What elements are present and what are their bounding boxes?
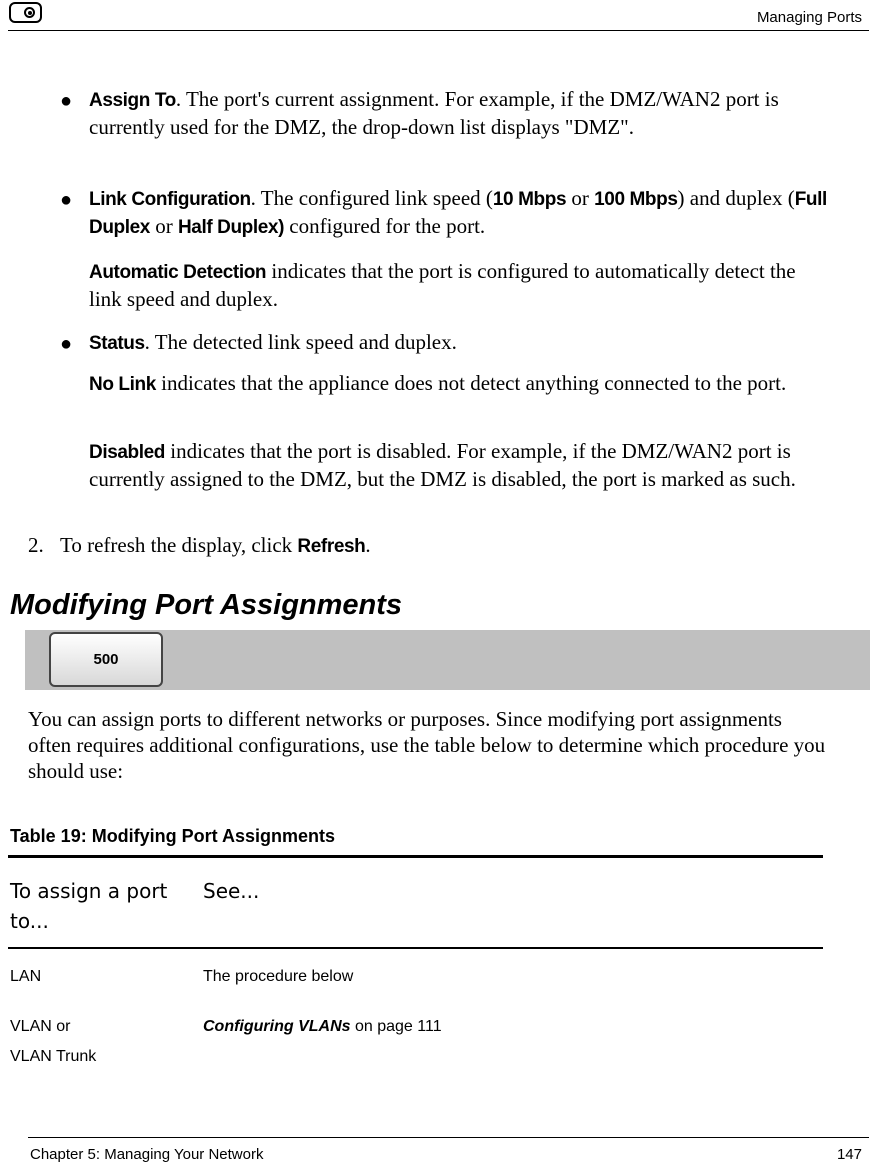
table-top-rule bbox=[8, 855, 823, 858]
table-cell-port: VLAN or bbox=[10, 1018, 71, 1035]
footer-chapter: Chapter 5: Managing Your Network bbox=[30, 1146, 264, 1163]
table-header-see: See... bbox=[203, 879, 260, 903]
text-fragment: . The detected link speed and duplex. bbox=[144, 330, 457, 354]
text-fragment: on page 111 bbox=[350, 1018, 442, 1035]
table-cell-port: LAN bbox=[10, 968, 42, 985]
running-header-title: Managing Ports bbox=[756, 9, 862, 26]
table-caption: Table 19: Modifying Port Assignments bbox=[10, 826, 336, 846]
term-assign-to: Assign To bbox=[89, 90, 176, 111]
assign-to-description: . The port's current assignment. For example, if the DMZ/WAN2 port is currently used for the DMZ, the drop-down list displays "DMZ". bbox=[89, 87, 779, 139]
text-fragment: indicates that the appliance does not detect anything connected to the port. bbox=[155, 371, 787, 395]
automatic-detection-note bbox=[89, 258, 829, 312]
step-refresh bbox=[60, 532, 840, 560]
term-no-link: No Link bbox=[89, 374, 156, 395]
term-automatic-detection: Automatic Detection bbox=[89, 262, 267, 283]
section-title: Modifying Port Assignments bbox=[10, 589, 403, 621]
bullet-assign-to bbox=[89, 86, 789, 140]
bullet-icon: ● bbox=[60, 333, 73, 355]
camera-logo-icon bbox=[9, 2, 42, 23]
text-fragment: . The configured link speed ( bbox=[250, 186, 493, 210]
disabled-note bbox=[89, 438, 859, 492]
text-fragment: or bbox=[149, 214, 178, 238]
speed-100mbps: 100 Mbps bbox=[594, 189, 678, 210]
duplex-full: Full Duplex bbox=[89, 189, 827, 238]
table-cell-see: The procedure below bbox=[203, 968, 354, 985]
table-header-rule bbox=[8, 947, 823, 949]
configuring-vlans-link[interactable]: Configuring VLANs bbox=[203, 1018, 351, 1035]
term-status: Status bbox=[89, 333, 145, 354]
footer-divider bbox=[28, 1137, 869, 1138]
speed-10mbps: 10 Mbps bbox=[492, 189, 567, 210]
text-fragment: configured for the port. bbox=[284, 214, 486, 238]
no-link-note bbox=[89, 370, 867, 398]
product-applicability-bar bbox=[25, 630, 870, 690]
term-disabled: Disabled bbox=[89, 442, 165, 463]
step-number: 2. bbox=[28, 533, 44, 557]
page-number: 147 bbox=[836, 1146, 862, 1163]
duplex-half: Half Duplex) bbox=[177, 217, 284, 238]
term-link-configuration: Link Configuration bbox=[89, 189, 251, 210]
table-cell-port-line2: VLAN Trunk bbox=[10, 1048, 97, 1065]
text-fragment: . bbox=[365, 533, 371, 557]
text-fragment: indicates that the port is configured to automatically detect the link speed and duplex. bbox=[89, 259, 796, 311]
text-fragment: indicates that the port is disabled. For example, if the DMZ/WAN2 port is currently assigned to the DMZ, but the DMZ is disabled, the port is marked as such. bbox=[89, 439, 796, 491]
table-header-port: To assign a port to... bbox=[10, 879, 168, 933]
section-intro: You can assign ports to different networks or purposes. Since modifying port assignments often requires additional configurations, use the table below to determine which procedure you should use: bbox=[28, 707, 826, 783]
bullet-icon: ● bbox=[60, 189, 73, 211]
text-fragment: or bbox=[566, 186, 595, 210]
bullet-link-configuration bbox=[89, 185, 829, 241]
table-cell-see bbox=[203, 1012, 442, 1042]
text-fragment: To refresh the display, click bbox=[60, 533, 298, 557]
bullet-icon: ● bbox=[60, 90, 73, 112]
text-fragment: ) and duplex ( bbox=[677, 186, 795, 210]
refresh-button-ref: Refresh bbox=[297, 536, 366, 557]
header-divider bbox=[8, 30, 869, 31]
bullet-status bbox=[89, 329, 829, 357]
product-badge: 500 bbox=[49, 632, 163, 687]
